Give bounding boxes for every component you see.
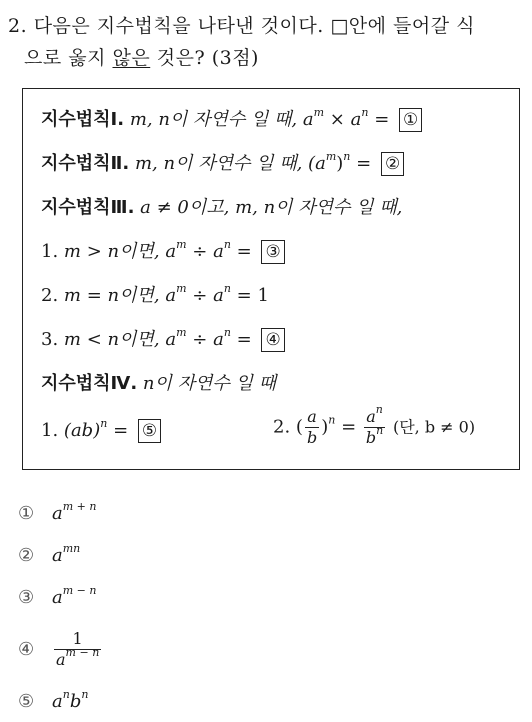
law4-2-result-fraction [364, 403, 385, 448]
law2-close: ) [336, 153, 344, 174]
law3-1-row [41, 237, 285, 264]
law3-2-exp1: m [176, 282, 187, 295]
law1-equals: = [374, 109, 390, 130]
law4-2-exp: n [328, 413, 336, 427]
choice-4-mark: ④ [18, 638, 35, 660]
choice-2-exp: mn [62, 541, 81, 555]
law4-2-result-den [364, 424, 385, 448]
law4-1-label: 1. [41, 420, 59, 441]
law3-3-equals: = [236, 329, 252, 350]
choice-5-base1: a [52, 690, 63, 712]
choice-1-mark: ① [18, 502, 35, 524]
law3-row [41, 193, 402, 219]
law4-2-den: b [306, 428, 318, 447]
choice-5-exp1: n [62, 687, 70, 701]
law3-2-label: 2. [41, 285, 59, 306]
law2-base: (a [308, 153, 326, 174]
law2-exp-m: m [325, 150, 337, 163]
question-line2-post: 것은? (3점) [150, 47, 259, 69]
law4-row [41, 369, 276, 395]
choice-3-exp: m − n [62, 583, 97, 597]
choice-5-mark: ⑤ [18, 690, 35, 712]
law4-2-open: ( [295, 416, 303, 438]
blank-2: ② [381, 152, 404, 176]
law3-3-label: 3. [41, 329, 59, 350]
choice-4-den-exp: m − n [65, 645, 100, 659]
choice-5-expr [52, 687, 89, 712]
law4-1-row [41, 419, 161, 443]
law4-1-equals: = [113, 420, 129, 441]
law3-1-exp2: n [223, 238, 231, 251]
choice-4[interactable] [18, 618, 518, 680]
law3-2-row [41, 281, 269, 307]
law1-title: 지수법칙Ⅰ. [41, 109, 125, 130]
law3-2-equals: = 1 [236, 285, 269, 306]
law1-exp2: n [361, 106, 369, 119]
law4-1-exp: n [100, 417, 108, 430]
choice-5-exp2: n [81, 687, 89, 701]
law4-2-rnum-exp: n [375, 403, 383, 416]
choice-5-base2: b [69, 690, 82, 712]
law3-3-exp2: n [223, 326, 231, 339]
choice-5[interactable] [18, 680, 518, 722]
law3-1-label: 1. [41, 241, 59, 262]
blank-4: ④ [261, 328, 284, 352]
law3-3-exp1: m [176, 326, 187, 339]
law4-1-expr: (ab) [63, 420, 101, 441]
choice-3-mark: ③ [18, 586, 35, 608]
law3-3-base1: a [165, 329, 177, 350]
question-underlined-word: 않은 [112, 47, 151, 69]
question-line1: 다음은 지수법칙을 나타낸 것이다. □안에 들어갈 식 [33, 15, 475, 37]
law3-1-operator: ÷ [192, 241, 208, 262]
choice-3-base: a [52, 586, 63, 608]
choice-2-expr [52, 541, 81, 566]
law4-2-equals: = [341, 416, 357, 438]
law4-2-rnum-base: a [366, 407, 376, 426]
law1-operator: × [329, 109, 345, 130]
law3-condition: a ≠ 0이고, m, n이 자연수 일 때, [140, 197, 403, 218]
choice-3-expr [52, 583, 97, 608]
law3-3-operator: ÷ [192, 329, 208, 350]
choice-2-mark: ② [18, 544, 35, 566]
choice-3[interactable] [18, 576, 518, 618]
law3-1-base1: a [165, 241, 177, 262]
blank-3: ③ [261, 240, 284, 264]
choice-2[interactable] [18, 534, 518, 576]
choice-4-den [54, 645, 101, 670]
law4-2-fraction [305, 407, 319, 448]
law4-condition: n이 자연수 일 때 [142, 373, 276, 394]
law3-2-operator: ÷ [192, 285, 208, 306]
law3-2-condition: m = n이면, [63, 285, 160, 306]
law1-condition: m, n이 자연수 일 때, [129, 109, 298, 130]
choice-1-exp: m + n [62, 499, 97, 513]
answer-choices [18, 492, 518, 722]
law3-3-condition: m < n이면, [63, 329, 160, 350]
law3-3-base2: a [213, 329, 224, 350]
law4-2-close: ) [321, 416, 329, 438]
law1-exp1: m [313, 106, 325, 119]
law2-title: 지수법칙Ⅱ. [41, 153, 130, 174]
law2-exp-n: n [343, 150, 351, 163]
law3-3-row [41, 325, 285, 352]
law3-1-condition: m > n이면, [63, 241, 160, 262]
choice-4-num: 1 [54, 629, 101, 650]
law3-1-equals: = [236, 241, 252, 262]
law1-row [41, 105, 422, 132]
law4-2-row [273, 403, 476, 448]
choice-1[interactable] [18, 492, 518, 534]
law4-2-rden-base: b [365, 428, 377, 447]
choice-2-base: a [52, 544, 63, 566]
law3-2-base2: a [213, 285, 224, 306]
law3-1-base2: a [213, 241, 224, 262]
law4-2-label: 2. [273, 416, 291, 438]
exponent-laws-box [22, 88, 520, 470]
law4-title: 지수법칙Ⅳ. [41, 373, 138, 394]
question-line2-pre: 으로 옳지 [24, 47, 113, 69]
law2-equals: = [356, 153, 372, 174]
law3-1-exp1: m [176, 238, 187, 251]
question-line2 [8, 42, 524, 74]
blank-1: ① [399, 108, 422, 132]
question-number: 2. [8, 15, 28, 37]
choice-1-base: a [52, 502, 63, 524]
law3-title: 지수법칙Ⅲ. [41, 197, 135, 218]
choice-1-expr [52, 499, 97, 524]
law4-2-note: (단, b ≠ 0) [392, 417, 476, 437]
choice-4-fraction [54, 629, 101, 670]
blank-5: ⑤ [138, 419, 161, 443]
law2-condition: m, n이 자연수 일 때, [134, 153, 303, 174]
law4-2-rden-exp: n [376, 424, 384, 437]
law1-base2: a [350, 109, 362, 130]
law2-row [41, 149, 404, 176]
law1-base1: a [302, 109, 314, 130]
law3-2-exp2: n [223, 282, 231, 295]
law4-2-num: a [305, 407, 319, 428]
law3-2-base1: a [165, 285, 177, 306]
question-text [8, 10, 524, 74]
choice-4-den-base: a [56, 649, 66, 669]
